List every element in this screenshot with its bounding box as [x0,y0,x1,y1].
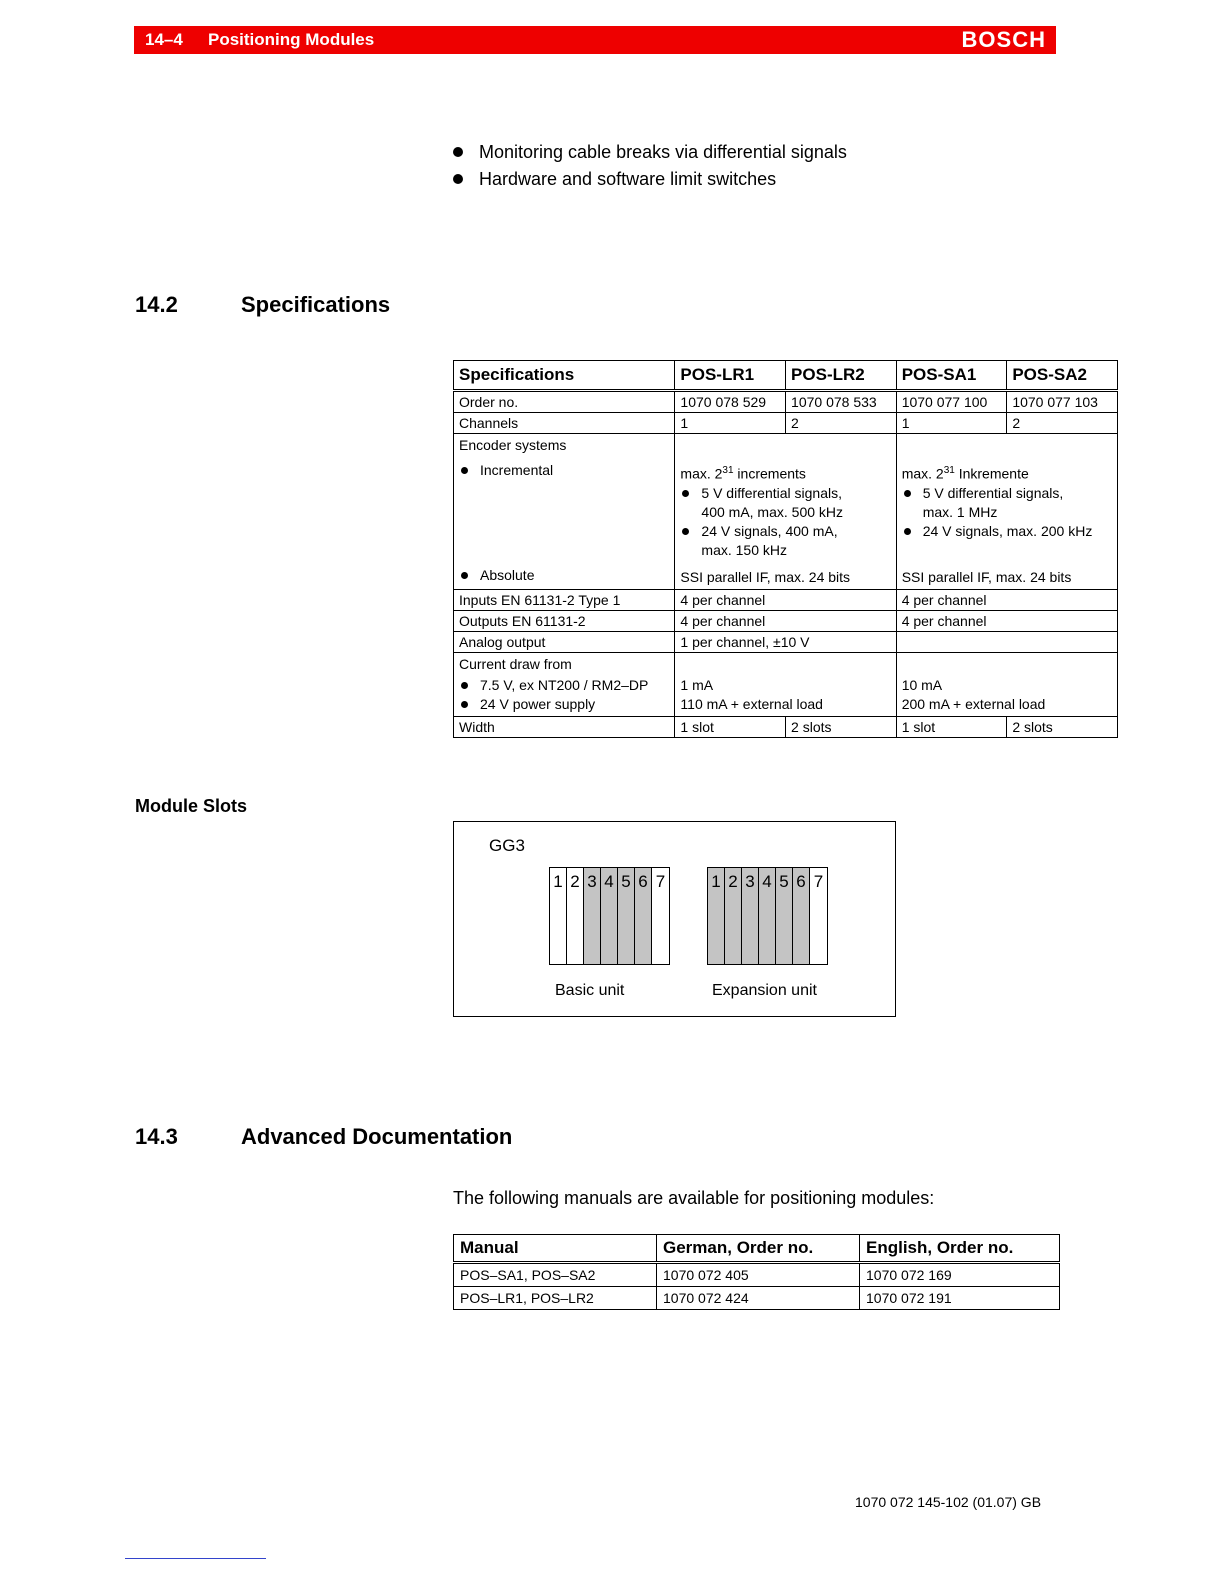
table-cell: 1 mA 110 mA + external load [675,652,896,716]
brand-logo: BOSCH [961,27,1046,52]
column-header: POS-LR2 [786,361,897,391]
column-header: English, Order no. [860,1235,1060,1263]
slot: 3 [742,868,759,964]
bullet-icon [461,682,468,689]
slot: 2 [567,868,584,964]
list-item: Hardware and software limit switches [453,168,847,195]
slot: 7 [655,872,666,891]
table-cell: 1070 077 100 [896,391,1007,413]
bullet-icon [904,490,911,497]
table-cell: 1070 078 533 [786,391,897,413]
column-header: Manual [454,1235,657,1263]
chapter-title: Positioning Modules [208,30,375,49]
table-cell: 1070 077 103 [1007,391,1118,413]
table-cell: max. $2^{31}$ increments 5 V differential signals, 400 mA, max. 500 kHz 24 V signals, 400 mA, max. 150 kHz SSI parallel IF, max. 24 bits [675,434,896,590]
table-cell: 4 per channel [675,589,896,610]
bullet-icon [461,572,468,579]
table-cell: 1 per channel, ±10 V [675,631,896,652]
table-cell: 4 per channel [675,610,896,631]
table-row [454,589,1118,610]
table-row [454,1263,1060,1287]
feature-bullet-list [453,141,847,195]
table-cell: 2 slots [1007,716,1118,737]
table-row [454,631,1118,652]
table-row [454,391,1118,413]
slot: 4 [601,868,618,964]
table-cell: 1 [896,413,1007,434]
column-header: German, Order no. [657,1235,860,1263]
table-row [454,413,1118,434]
table-row [454,716,1118,737]
table-cell: 1 [675,413,786,434]
row-label: Current draw from 7.5 V, ex NT200 / RM2–DP 24 V power supply [454,652,675,716]
table-cell: 1 slot [896,716,1007,737]
table-header-row [454,1235,1060,1263]
table-cell: 1070 072 424 [657,1287,860,1310]
table-cell: 1 slot [675,716,786,737]
header-bar [134,26,1056,54]
slot: 6 [635,868,652,964]
bullet-icon [453,174,463,184]
table-row [454,1287,1060,1310]
page-number: 14–4 [145,30,183,49]
table-cell: 1070 078 529 [675,391,786,413]
basic-unit-label: Basic unit [555,982,625,999]
row-label: Width [454,716,675,737]
column-header: POS-SA1 [896,361,1007,391]
expansion-unit-label: Expansion unit [712,982,817,999]
bullet-icon [904,528,911,535]
table-row [454,434,1118,590]
slot: 1 [550,868,567,964]
column-header: Specifications [454,361,675,391]
table-cell: 2 [1007,413,1118,434]
table-row [454,652,1118,716]
slot: 5 [776,868,793,964]
row-label: Channels [454,413,675,434]
section-number: 14.2 [135,292,178,317]
module-slots-heading: Module Slots [135,796,247,816]
document-code: 1070 072 145-102 (01.07) GB [855,1494,1042,1510]
bullet-icon [453,147,463,157]
section-number: 14.3 [135,1124,178,1149]
column-header: POS-SA2 [1007,361,1118,391]
slot: 2 [725,868,742,964]
table-cell: 10 mA 200 mA + external load [896,652,1117,716]
table-cell: 1070 072 191 [860,1287,1060,1310]
section-title: Specifications [241,292,391,317]
table-cell: 1070 072 169 [860,1263,1060,1287]
specifications-table [453,360,1118,738]
list-item: Monitoring cable breaks via differential signals [453,141,847,168]
slot: 5 [618,868,635,964]
table-cell: POS–LR1, POS–LR2 [454,1287,657,1310]
manuals-intro: The following manuals are available for positioning modules: [453,1188,935,1208]
table-cell: 4 per channel [896,589,1117,610]
module-slots-diagram [453,821,896,1017]
table-cell: 2 slots [786,716,897,737]
bullet-icon [682,490,689,497]
row-label: Order no. [454,391,675,413]
footer-rule [125,1558,266,1559]
slot: 3 [584,868,601,964]
bullet-icon [461,467,468,474]
column-header: POS-LR1 [675,361,786,391]
table-cell: 1070 072 405 [657,1263,860,1287]
basic-unit-rack [549,867,670,965]
frame-label: GG3 [489,836,525,855]
row-label: Outputs EN 61131-2 [454,610,675,631]
table-header-row [454,361,1118,391]
table-cell [896,631,1117,652]
table-row [454,610,1118,631]
table-cell: POS–SA1, POS–SA2 [454,1263,657,1287]
table-cell: 2 [786,413,897,434]
slot: 7 [813,872,824,891]
slot: 6 [793,868,810,964]
bullet-icon [682,528,689,535]
manuals-table [453,1234,1060,1310]
bullet-icon [461,701,468,708]
expansion-unit-rack [707,867,828,965]
row-label: Encoder systems Incremental Absolute [454,434,675,590]
slot: 4 [759,868,776,964]
table-cell: 4 per channel [896,610,1117,631]
row-label: Analog output [454,631,675,652]
table-cell: max. $2^{31}$ Inkremente 5 V differential signals, max. 1 MHz 24 V signals, max. 200 kHz SSI parallel IF, max. 24 bits [896,434,1117,590]
section-title: Advanced Documentation [241,1124,513,1149]
slot: 1 [708,868,725,964]
row-label: Inputs EN 61131-2 Type 1 [454,589,675,610]
